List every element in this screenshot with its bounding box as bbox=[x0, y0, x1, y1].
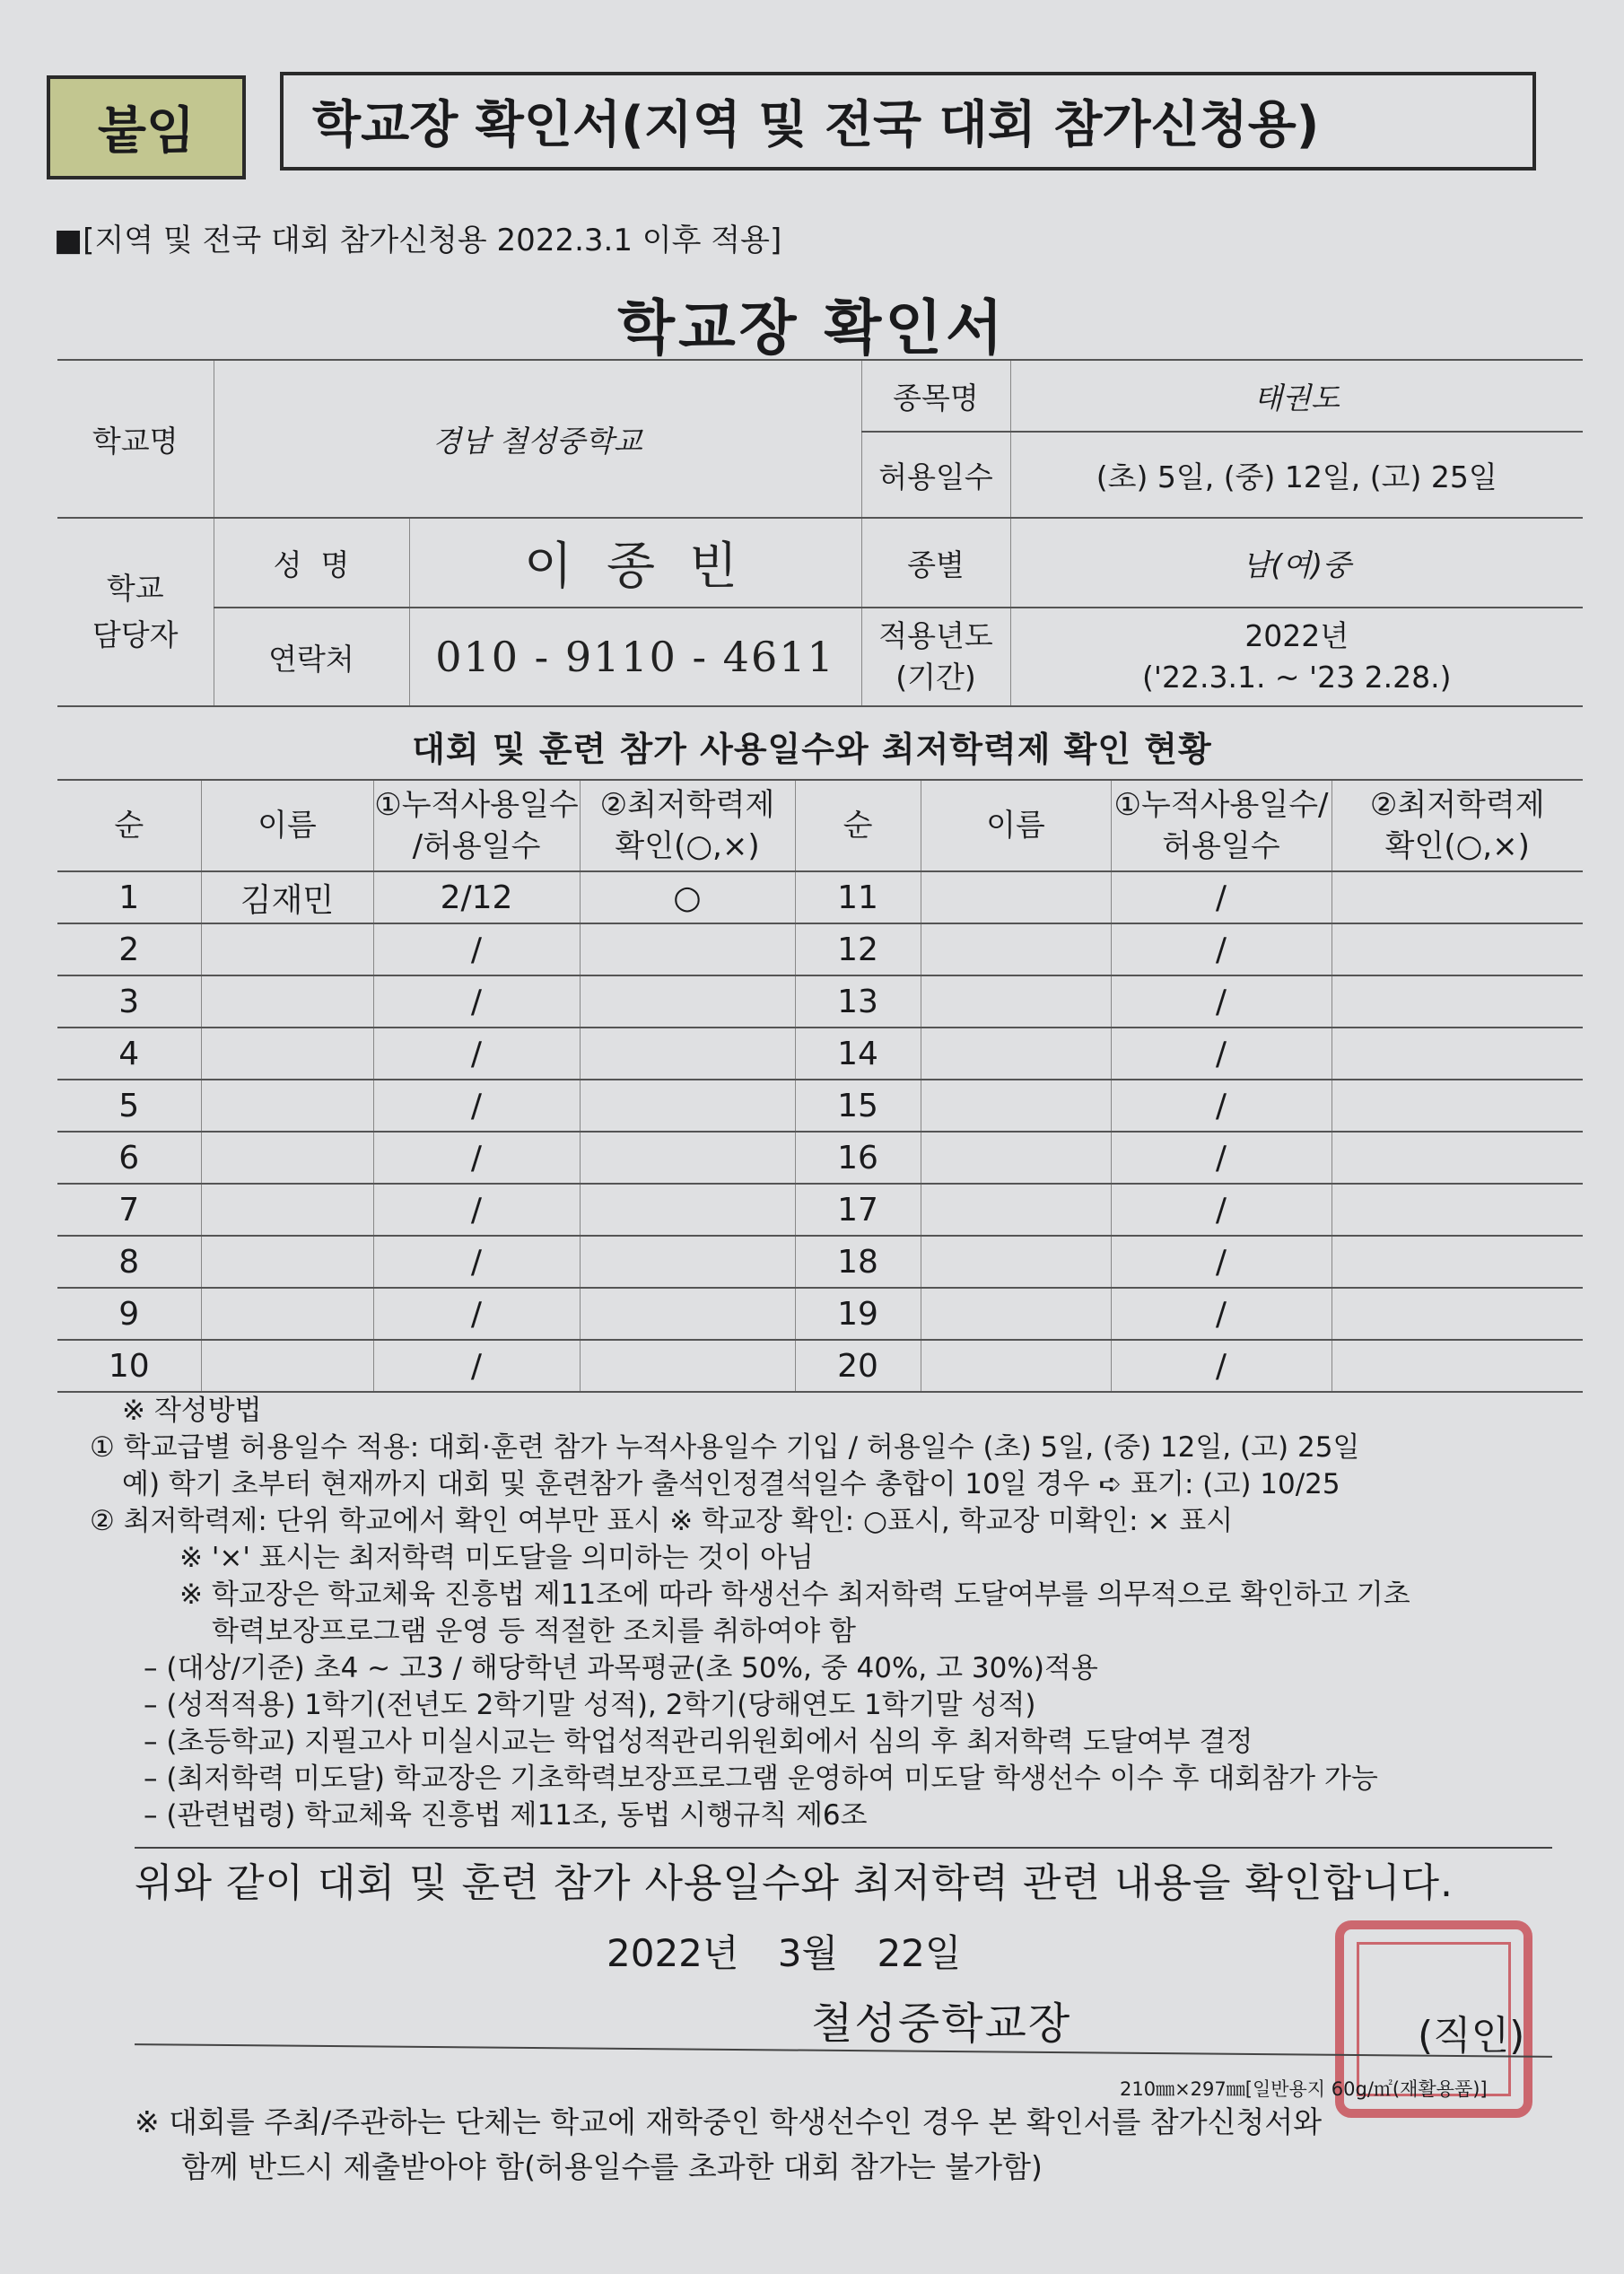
table-cell: 7 bbox=[57, 1184, 201, 1236]
table-cell: / bbox=[1111, 923, 1332, 975]
table-cell bbox=[580, 1028, 795, 1080]
table-row bbox=[57, 923, 1583, 975]
note-line: ② 최저학력제: 단위 학교에서 확인 여부만 표시 ※ 학교장 확인: ○표시, 학교장 미확인: × 표시 bbox=[90, 1505, 1234, 1537]
table-cell: 18 bbox=[795, 1236, 921, 1288]
table-cell bbox=[921, 1236, 1111, 1288]
table-cell: ○ bbox=[580, 871, 795, 923]
table-cell: / bbox=[1111, 1236, 1332, 1288]
table-cell: 1 bbox=[57, 871, 201, 923]
principal-name: 철성중학교장 bbox=[811, 1998, 1072, 2049]
footer-line: ※ 대회를 주최/주관하는 단체는 학교에 재학중인 학생선수인 경우 본 확인서를 참가신청서와 bbox=[135, 2104, 1323, 2139]
header-cell: 순 bbox=[795, 780, 921, 871]
paper-size-note: 210㎜×297㎜[일반용지 60g/㎡(재활용품)] bbox=[1120, 2078, 1488, 2100]
status-header-row bbox=[57, 780, 1583, 871]
school-value: 경남 철성중학교 bbox=[214, 360, 861, 518]
table-cell bbox=[580, 975, 795, 1028]
table-cell: / bbox=[373, 1028, 580, 1080]
table-row bbox=[57, 1132, 1583, 1184]
table-cell: 3 bbox=[57, 975, 201, 1028]
table-row bbox=[57, 871, 1583, 923]
table-row bbox=[57, 1288, 1583, 1340]
header-cell: ②최저학력제 확인(○,×) bbox=[1332, 780, 1583, 871]
table-cell bbox=[580, 923, 795, 975]
table-cell bbox=[201, 923, 373, 975]
table-cell bbox=[1332, 871, 1583, 923]
table-cell: / bbox=[373, 1340, 580, 1392]
header-cell: ①누적사용일수/ 허용일수 bbox=[1111, 780, 1332, 871]
gender-label: 종별 bbox=[861, 518, 1010, 608]
note-line: – (대상/기준) 초4 ~ 고3 / 해당학년 과목평균(초 50%, 중 40%, 고 30%)적용 bbox=[144, 1652, 1098, 1684]
table-cell bbox=[921, 1184, 1111, 1236]
allowed-days-label: 허용일수 bbox=[861, 432, 1010, 518]
table-cell: 13 bbox=[795, 975, 921, 1028]
table-cell: 17 bbox=[795, 1184, 921, 1236]
table-cell: 20 bbox=[795, 1340, 921, 1392]
table-cell: / bbox=[373, 1236, 580, 1288]
note-line: – (성적적용) 1학기(전년도 2학기말 성적), 2학기(당해연도 1학기말 성적) bbox=[144, 1689, 1036, 1721]
table-cell bbox=[921, 1132, 1111, 1184]
year-cell bbox=[1010, 608, 1583, 706]
table-cell: / bbox=[1111, 1028, 1332, 1080]
table-cell bbox=[921, 975, 1111, 1028]
table-cell bbox=[580, 1288, 795, 1340]
document-heading: 학교장 확인서(지역 및 전국 대회 참가신청용) bbox=[280, 72, 1536, 171]
table-cell bbox=[201, 975, 373, 1028]
table-cell: 19 bbox=[795, 1288, 921, 1340]
confirmation-statement: 위와 같이 대회 및 훈련 참가 사용일수와 최저학력 관련 내용을 확인합니다. bbox=[135, 1860, 1454, 1906]
table-cell: / bbox=[1111, 1340, 1332, 1392]
table-cell bbox=[921, 1340, 1111, 1392]
year-value: 2022년 bbox=[1244, 618, 1349, 653]
section-title: 대회 및 훈련 참가 사용일수와 최저학력제 확인 현황 bbox=[412, 730, 1212, 769]
table-cell bbox=[921, 1288, 1111, 1340]
table-row bbox=[57, 975, 1583, 1028]
contact-label: 연락처 bbox=[214, 608, 409, 706]
table-cell: / bbox=[1111, 1132, 1332, 1184]
header-cell: 이름 bbox=[201, 780, 373, 871]
header-cell: 순 bbox=[57, 780, 201, 871]
allowed-days-value: (초) 5일, (중) 12일, (고) 25일 bbox=[1010, 432, 1583, 518]
table-row bbox=[57, 1028, 1583, 1080]
name-label: 성 명 bbox=[214, 518, 409, 608]
table-cell: / bbox=[373, 975, 580, 1028]
table-cell: 2/12 bbox=[373, 871, 580, 923]
table-cell bbox=[1332, 1028, 1583, 1080]
note-line: – (초등학교) 지필고사 미실시교는 학업성적관리위원회에서 심의 후 최저학력 도달여부 결정 bbox=[144, 1726, 1253, 1758]
status-table bbox=[57, 779, 1583, 1393]
table-cell: 11 bbox=[795, 871, 921, 923]
note-line: – (최저학력 미도달) 학교장은 기초학력보장프로그램 운영하여 미도달 학생선수 이수 후 대회참가 가능 bbox=[144, 1762, 1378, 1795]
table-row bbox=[57, 1340, 1583, 1392]
page-title: 학교장 확인서 bbox=[617, 293, 1007, 363]
table-cell bbox=[921, 923, 1111, 975]
note-line: ① 학교급별 허용일수 적용: 대회·훈련 참가 누적사용일수 기입 / 허용일수 (초) 5일, (중) 12일, (고) 25일 bbox=[90, 1431, 1360, 1464]
header-cell: ①누적사용일수 /허용일수 bbox=[373, 780, 580, 871]
table-row bbox=[57, 1184, 1583, 1236]
table-cell: 9 bbox=[57, 1288, 201, 1340]
table-cell: / bbox=[1111, 871, 1332, 923]
table-cell bbox=[580, 1132, 795, 1184]
table-cell bbox=[201, 1288, 373, 1340]
table-cell bbox=[201, 1184, 373, 1236]
name-value: 이 종 빈 bbox=[409, 518, 861, 608]
header-cell: 이름 bbox=[921, 780, 1111, 871]
seal-label: (직인) bbox=[1418, 2013, 1525, 2059]
table-cell bbox=[580, 1184, 795, 1236]
table-cell: / bbox=[373, 1080, 580, 1132]
table-cell bbox=[580, 1236, 795, 1288]
table-cell bbox=[1332, 1236, 1583, 1288]
table-cell: / bbox=[373, 923, 580, 975]
table-cell bbox=[921, 871, 1111, 923]
table-cell bbox=[1332, 1132, 1583, 1184]
table-cell: 14 bbox=[795, 1028, 921, 1080]
table-cell: / bbox=[1111, 1080, 1332, 1132]
table-row bbox=[57, 1236, 1583, 1288]
table-cell bbox=[1332, 975, 1583, 1028]
table-cell: 8 bbox=[57, 1236, 201, 1288]
attachment-tag: 붙임 bbox=[47, 75, 246, 179]
note-line: ※ 학교장은 학교체육 진흥법 제11조에 따라 학생선수 최저학력 도달여부를 의무적으로 확인하고 기초 bbox=[179, 1579, 1410, 1611]
table-row bbox=[57, 1080, 1583, 1132]
table-cell bbox=[201, 1028, 373, 1080]
table-cell bbox=[1332, 1080, 1583, 1132]
school-info-table bbox=[57, 359, 1583, 707]
note-line: 학력보장프로그램 운영 등 적절한 조치를 취하여야 함 bbox=[212, 1615, 856, 1648]
issue-date: 2022년 3월 22일 bbox=[607, 1931, 962, 1975]
table-cell: 5 bbox=[57, 1080, 201, 1132]
gender-value: 남(여)중 bbox=[1010, 518, 1583, 608]
table-cell bbox=[921, 1080, 1111, 1132]
table-cell: 4 bbox=[57, 1028, 201, 1080]
table-cell: 김재민 bbox=[201, 871, 373, 923]
sport-label: 종목명 bbox=[861, 360, 1010, 432]
table-cell: 12 bbox=[795, 923, 921, 975]
table-cell: 15 bbox=[795, 1080, 921, 1132]
footer-line: 함께 반드시 제출받아야 함(허용일수를 초과한 대회 참가는 불가함) bbox=[181, 2149, 1043, 2184]
divider bbox=[135, 1847, 1552, 1849]
table-cell: / bbox=[373, 1184, 580, 1236]
note-line: ※ '×' 표시는 최저학력 미도달을 의미하는 것이 아님 bbox=[179, 1542, 814, 1574]
table-cell: / bbox=[1111, 975, 1332, 1028]
table-cell bbox=[1332, 1184, 1583, 1236]
table-cell bbox=[1332, 1340, 1583, 1392]
year-label: 적용년도 (기간) bbox=[861, 608, 1010, 706]
sport-value: 태권도 bbox=[1010, 360, 1583, 432]
note-line: 예) 학기 초부터 현재까지 대회 및 훈련참가 출석인정결석일수 총합이 10일 경우 ➪ 표기: (고) 10/25 bbox=[122, 1468, 1340, 1500]
table-cell: 6 bbox=[57, 1132, 201, 1184]
note-line: – (관련법령) 학교체육 진흥법 제11조, 동법 시행규칙 제6조 bbox=[144, 1799, 868, 1832]
period-value: ('22.3.1. ~ '23 2.28.) bbox=[1142, 660, 1452, 695]
table-cell bbox=[1332, 923, 1583, 975]
note-line: ※ 작성방법 bbox=[122, 1395, 262, 1427]
table-cell bbox=[201, 1340, 373, 1392]
manager-label: 학교 담당자 bbox=[57, 518, 214, 706]
writing-instructions bbox=[86, 1393, 1602, 1834]
table-cell bbox=[201, 1236, 373, 1288]
table-cell bbox=[580, 1340, 795, 1392]
table-cell: 16 bbox=[795, 1132, 921, 1184]
applicability-notice: ■[지역 및 전국 대회 참가신청용 2022.3.1 이후 적용] bbox=[54, 223, 782, 258]
table-cell bbox=[580, 1080, 795, 1132]
table-cell bbox=[921, 1028, 1111, 1080]
contact-value: 010 - 9110 - 4611 bbox=[409, 608, 861, 706]
table-cell bbox=[201, 1132, 373, 1184]
table-cell: / bbox=[1111, 1288, 1332, 1340]
table-cell: / bbox=[373, 1288, 580, 1340]
table-cell bbox=[201, 1080, 373, 1132]
table-cell bbox=[1332, 1288, 1583, 1340]
table-cell: / bbox=[373, 1132, 580, 1184]
table-cell: 10 bbox=[57, 1340, 201, 1392]
header-cell: ②최저학력제 확인(○,×) bbox=[580, 780, 795, 871]
footer-notice bbox=[135, 2100, 1322, 2190]
table-cell: / bbox=[1111, 1184, 1332, 1236]
school-label: 학교명 bbox=[57, 360, 214, 518]
table-cell: 2 bbox=[57, 923, 201, 975]
